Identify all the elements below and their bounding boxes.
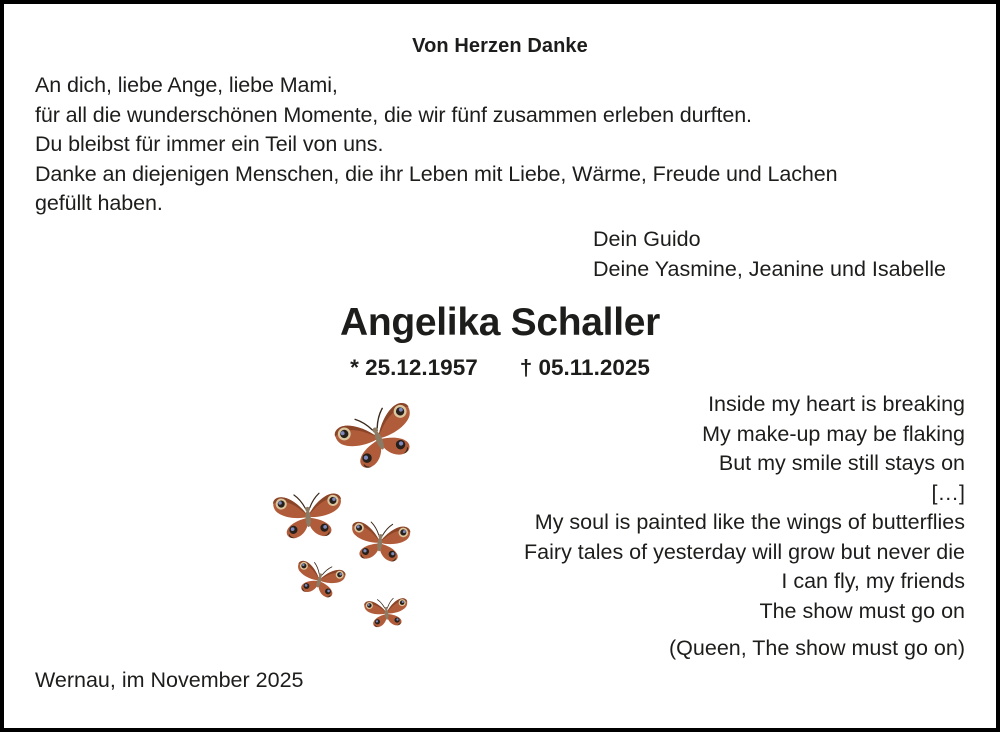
poem-line: […] xyxy=(931,480,965,505)
poem-attribution: (Queen, The show must go on) xyxy=(669,636,965,660)
life-dates xyxy=(4,355,996,381)
place-date: Wernau, im November 2025 xyxy=(35,668,304,692)
death-date: † 05.11.2025 xyxy=(519,355,650,380)
poem-line: I can fly, my friends xyxy=(781,569,965,593)
peacock-butterfly-icon xyxy=(326,391,430,483)
notice-title: Von Herzen Danke xyxy=(412,35,588,57)
deceased-name: Angelika Schaller xyxy=(339,301,661,344)
peacock-butterfly-icon xyxy=(362,593,412,632)
poem-line: Fairy tales of yesterday will grow but never die xyxy=(524,539,965,564)
message-line: Danke an diejenigen Menschen, die ihr Leben mit Liebe, Wärme, Freude und Lachen xyxy=(35,161,838,186)
message-line: gefüllt haben. xyxy=(35,191,163,215)
peacock-butterfly-icon xyxy=(269,485,347,545)
signature-line: Deine Yasmine, Jeanine und Isabelle xyxy=(593,256,946,281)
poem-line: My soul is painted like the wings of butterflies xyxy=(534,510,965,534)
message-line: An dich, liebe Ange, liebe Mami, xyxy=(35,73,338,97)
message-line: für all die wunderschönen Momente, die wir fünf zusammen erleben durften. xyxy=(35,102,752,127)
message-line: Du bleibst für immer ein Teil von uns. xyxy=(35,132,384,156)
poem-line: Inside my heart is breaking xyxy=(708,392,965,416)
poem-line: But my smile still stays on xyxy=(718,451,965,475)
message-block xyxy=(35,71,837,219)
peacock-butterfly-icon xyxy=(346,515,415,568)
signature-block xyxy=(593,225,946,284)
signature-line: Dein Guido xyxy=(593,227,701,251)
poem-line: My make-up may be flaking xyxy=(702,421,965,446)
birth-date: * 25.12.1957 xyxy=(350,355,478,380)
poem-block xyxy=(524,390,965,664)
peacock-butterfly-icon xyxy=(289,554,350,605)
poem-line: The show must go on xyxy=(759,598,965,623)
